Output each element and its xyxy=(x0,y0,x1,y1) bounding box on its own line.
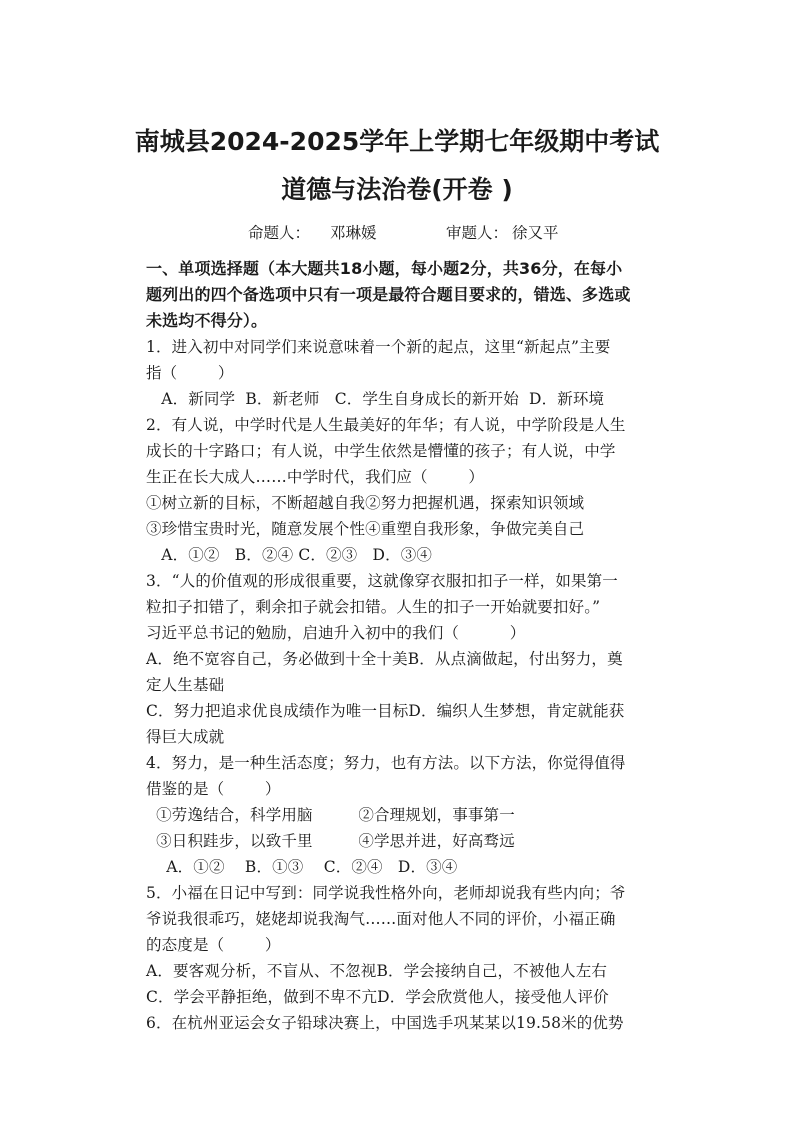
question-4-statement: ①劳逸结合，科学用脑 ②合理规划，事事第一 xyxy=(146,806,515,824)
question-4-statement: ③日积跬步，以致千里 ④学思并进，好高骛远 xyxy=(146,832,515,850)
question-5-line: 5．小福在日记中写到：同学说我性格外向，老师却说我有些内向；爷 xyxy=(146,884,626,902)
question-3-line: 习近平总书记的勉励，启迪升入初中的我们（ ） xyxy=(146,624,526,642)
section-heading-line: 题列出的四个备选项中只有一项是最符合题目要求的，错选、多选或 xyxy=(146,285,631,304)
question-5-option: C．学会平静拒绝，做到不卑不亢D．学会欣赏他人，接受他人评价 xyxy=(146,988,609,1006)
question-4-line: 4．努力，是一种生活态度；努力，也有方法。以下方法，你觉得值得 xyxy=(146,754,626,772)
question-1-line: 1．进入初中对同学们来说意味着一个新的起点，这里“新起点”主要 xyxy=(146,338,611,356)
question-3-option: 得巨大成就 xyxy=(146,728,225,746)
question-3-option: 定人生基础 xyxy=(146,676,225,694)
question-6-line: 6．在杭州亚运会女子铅球决赛上，中国选手巩某某以19.58米的优势 xyxy=(146,1014,624,1032)
question-1-line: 指（ ） xyxy=(146,364,234,382)
question-4-options: A．①② B．①③ C．②④ D．③④ xyxy=(146,858,458,876)
reviewer-label: 审题人： xyxy=(446,224,509,242)
question-3-option: C．努力把追求优良成绩作为唯一目标D．编织人生梦想，肯定就能获 xyxy=(146,702,625,720)
question-1-options: A．新同学 B．新老师 C．学生自身成长的新开始 D．新环境 xyxy=(146,390,605,408)
question-3-line: 3．“人的价值观的形成很重要，这就像穿衣服扣扣子一样，如果第一 xyxy=(146,572,618,590)
question-2-line: 生正在长大成人……中学时代，我们应（ ） xyxy=(146,468,484,486)
question-5-line: 爷说我很乖巧，姥姥却说我淘气……面对他人不同的评价，小福正确 xyxy=(146,910,616,928)
question-2-options: A．①② B．②④ C．②③ D．③④ xyxy=(146,546,433,564)
exam-subtitle: 道德与法治卷(开卷 ) xyxy=(281,175,513,204)
reviewer-name: 徐又平 xyxy=(512,224,559,242)
question-2-line: 成长的十字路口；有人说，中学生依然是懵懂的孩子；有人说，中学 xyxy=(146,442,616,460)
question-4-line: 借鉴的是（ ） xyxy=(146,780,281,798)
question-3-option: A．绝不宽容自己，务必做到十全十美B．从点滴做起，付出努力，奠 xyxy=(146,650,623,668)
section-heading-line: 未选均不得分）。 xyxy=(146,311,268,330)
question-5-line: 的态度是（ ） xyxy=(146,936,281,954)
author-label: 命题人： xyxy=(248,224,311,242)
question-2-statement: ①树立新的目标，不断超越自我②努力把握机遇，探索知识领域 xyxy=(146,494,585,512)
section-heading-line: 一、单项选择题（本大题共18小题，每小题2分，共36分，在每小 xyxy=(146,259,623,278)
question-3-line: 粒扣子扣错了，剩余扣子就会扣错。人生的扣子一开始就要扣好。” xyxy=(146,598,601,616)
question-2-statement: ③珍惜宝贵时光，随意发展个性④重塑自我形象，争做完美自己 xyxy=(146,520,585,538)
author-name: 邓琳媛 xyxy=(330,224,377,242)
question-5-option: A．要客观分析，不盲从、不忽视B．学会接纳自己，不被他人左右 xyxy=(146,962,608,980)
question-2-line: 2．有人说，中学时代是人生最美好的年华；有人说，中学阶段是人生 xyxy=(146,416,626,434)
exam-title: 南城县2024-2025学年上学期七年级期中考试 xyxy=(134,127,660,156)
